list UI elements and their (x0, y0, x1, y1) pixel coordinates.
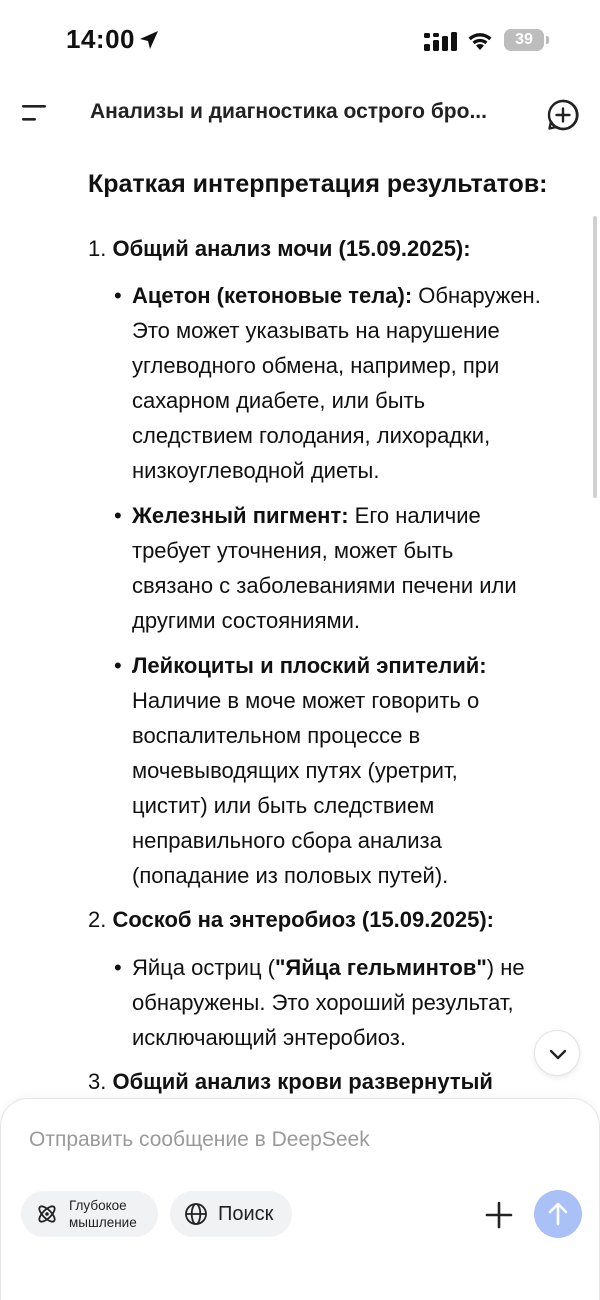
list-item (88, 1065, 588, 1099)
bullet-label: Лейкоциты и плоский эпителий: (132, 653, 487, 678)
plus-circle-icon[interactable] (546, 98, 580, 132)
battery-icon: 39 (504, 29, 544, 51)
menu-icon[interactable] (20, 100, 50, 126)
search-button[interactable] (170, 1191, 292, 1237)
scrollbar-thumb[interactable] (593, 216, 597, 498)
bullet-label: Железный пигмент: (132, 503, 349, 528)
scroll-down-button[interactable] (534, 1030, 580, 1076)
list-number: 2. (88, 907, 107, 932)
list-number: 3. (88, 1069, 107, 1094)
deep-thinking-label: Глубокое (69, 1198, 127, 1213)
list-item (88, 232, 588, 266)
chevron-down-icon (547, 1043, 569, 1065)
assistant-message (0, 160, 600, 1100)
list-title: Соскоб на энтеробиоз (15.09.2025): (112, 907, 494, 932)
list-title: Общий анализ мочи (15.09.2025): (112, 236, 471, 261)
arrow-up-icon (546, 1201, 570, 1227)
bullet-item: • Яйца остриц ("Яйца гельминтов") не обнаружены. Это хороший результат, исключающий энтеробиоз. (114, 955, 525, 1050)
list-number: 1. (88, 236, 107, 261)
attach-plus-icon[interactable] (483, 1199, 515, 1231)
message-heading: Краткая интерпретация результатов: (88, 170, 548, 198)
list-title: Общий анализ крови развернутый (112, 1069, 493, 1094)
globe-icon (184, 1202, 208, 1226)
deep-thinking-button[interactable] (21, 1191, 158, 1237)
chat-header (0, 88, 600, 140)
bullet-label: Ацетон (кетоновые тела): (132, 283, 413, 308)
list-item (88, 903, 588, 937)
chat-title[interactable]: Анализы и диагностика острого бро... (90, 100, 487, 123)
wifi-icon (466, 29, 494, 51)
signal-icon (424, 31, 458, 51)
atom-icon (35, 1202, 59, 1226)
bullet-item: • Ацетон (кетоновые тела): Обнаружен. Это может указывать на нарушение углеводного обмена, например, при сахарном диабете, или быть следствием голодания, лихорадки, низкоуглеводной диеты. (114, 283, 541, 483)
bullet-item: • Железный пигмент: Его наличие требует уточнения, может быть связано с заболеваниями печени или другими состояниями. (114, 503, 517, 633)
composer (0, 1098, 600, 1300)
bullet-label: "Яйца гельминтов" (275, 955, 487, 980)
status-time: 14:00 (66, 24, 135, 54)
location-arrow-icon (138, 29, 160, 51)
status-bar (0, 0, 600, 80)
search-label: Поиск (218, 1203, 274, 1225)
message-input[interactable] (29, 1125, 569, 1155)
bullet-item: • Лейкоциты и плоский эпителий: Наличие в моче может говорить о воспалительном процессе в мочевыводящих путях (уретрит, цистит) или быть следствием неправильного сбора анализа (попадание из половых путей). (114, 653, 487, 888)
send-button[interactable] (534, 1190, 582, 1238)
battery-cap (546, 36, 549, 44)
deep-thinking-label: мышление (69, 1215, 137, 1230)
